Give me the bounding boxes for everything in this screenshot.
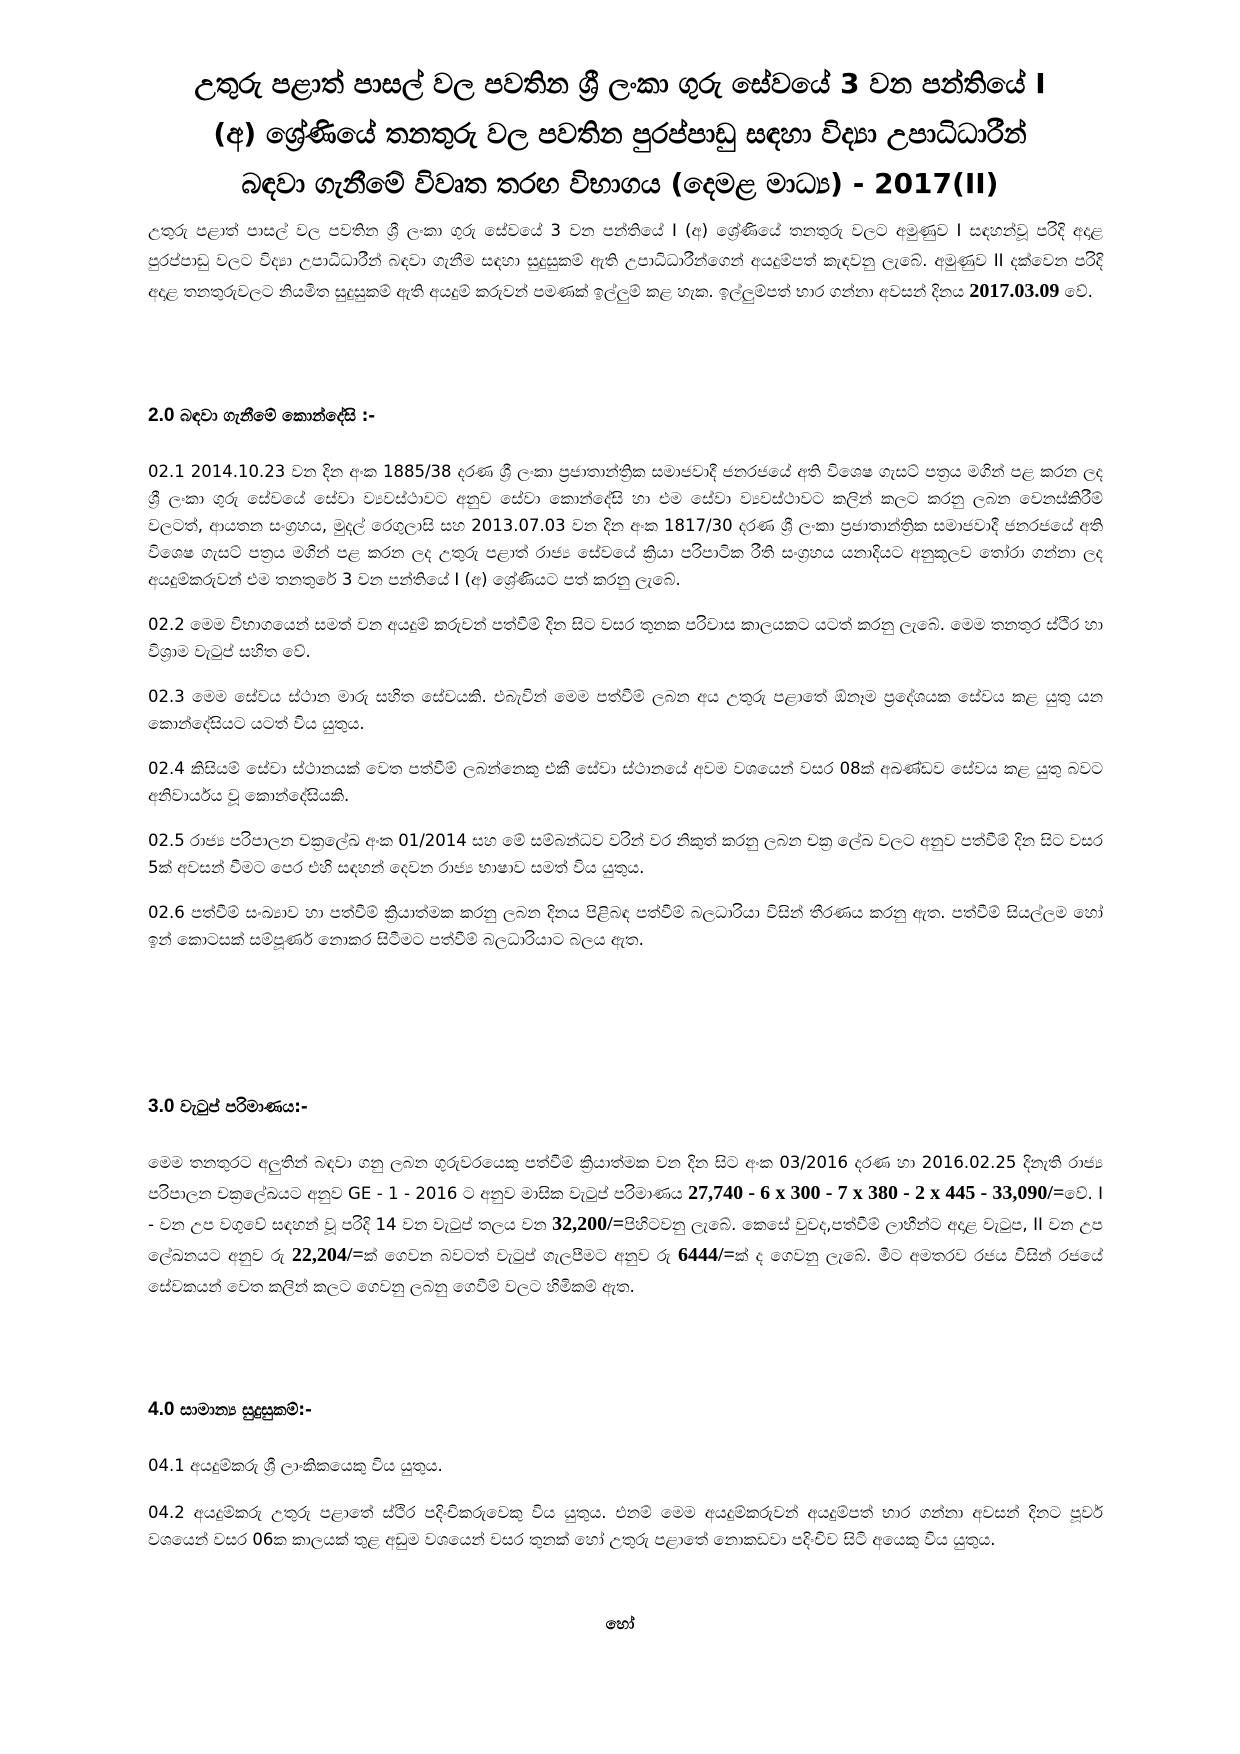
title-line-2: (අ) ශ්‍රේණියේ තනතුරු වල පවතින පුරප්පාඩු සඳහා විද්‍යා උපාධිධාරීන් [213,117,1027,150]
salary-step-amount: 32,200/= [552,1213,625,1235]
section-4-heading [148,1399,312,1421]
intro-text: උතුරු පළාත් පාසල් වල පවතින ශ්‍රී ලංකා ගුරු සේවයේ 3 වන පන්තියේ I (අ) ශ්‍රේණියේ තනතුරු වලට අමුණුව I සඳහන්වූ පරිදි අදාළ පුරප්පාඩු වලට විද්‍යා උපාධිධාරීන් බඳවා ගැනීම සඳහා සුදුසුකම් ඇති උපාධිධාරීන්ගෙන් අයදුම්පත් කැඳවනු ලැබේ. අමුණුව II දක්වෙන පරිදි අදාළ තනතුරුවලට නියමිත සුදුසුකම් ඇති අයදුම් කරුවන් පමණක් ඉල්ලුම් කළ හැක. ඉල්ලුම්පත් භාර ගන්නා අවසන් දිනය [148,221,1103,301]
intro-text-end: වේ. [1059,282,1093,301]
closing-date: 2017.03.09 [969,280,1060,302]
salary-amount-3: 6444/= [677,1244,735,1266]
title-line-3: බඳවා ගැනීමේ විවෘත තරඟ විභාගය (දෙමළ මාධ්‍ය) - 2017(II) [241,167,999,200]
section-3-title: වැටුප් පරිමාණය:- [174,1097,308,1116]
section-3-heading [148,1096,308,1118]
document-title [130,66,1110,202]
salary-scale: 27,740 - 6 x 300 - 7 x 380 - 2 x 445 - 33,090/= [688,1182,1065,1204]
clause-02-2: 02.2 මෙම විභාගයෙන් සමත් වන අයදුම් කරුවන් පත්වීම් දින සිට වසර තුනක පරිවාස කාලයකට යටත් කරනු ලැබේ. මෙම තනතුර ස්ථිර හා විශ්‍රාම වැටුප් සහිත වේ. [148,615,1103,661]
clause-04-1: 04.1 අයදුම්කරු ශ්‍රී ලාංකිකයෙකු විය යුතුය. [148,1456,443,1475]
continuation-or: හෝ [605,1614,635,1633]
section-4-body [148,1452,1103,1553]
clause-02-5: 02.5 රාජ්‍ය පරිපාලන චක්‍රලේඛ අංක 01/2014 සහ මේ සම්බන්ධව වරින් වර නිකුත් කරනු ලබන චක්‍ර ලේඛ වලට අනුව පත්වීම් දින සිට වසර 5ක් අවසන් වීමට පෙර එහි සඳහන් දෙවන රාජ්‍ය භාෂාව සමත් විය යුතුය. [148,831,1103,877]
clause-04-2: 04.2 අයදුම්කරු උතුරු පළාතේ ස්ථිර පදිංචිකරුවෙකු විය යුතුය. එනම් මෙම අයදුම්කරුවන් අයදුම්පත් භාර ගන්නා අවසන් දිනට පූර්ව වශයෙන් වසර 06ක කාලයක් තුළ අඩුම වශයෙන් වසර තුනක් හෝ උතුරු පළාතේ නොකඩවා පදිංචිව සිටි අයෙකු විය යුතුය. [148,1503,1103,1549]
salary-text-3: පිහිටවනු ලැබේ. කෙසේ වුවද,පත්වීම් ලාභීන්ට අදාළ වැටුප, II වන උප ලේඛනයට අනුව රු [148,1215,1103,1265]
salary-text-5: ක් ද ගෙවනු ලැබේ. මීට අමතරව රජය විසින් රජයේ සේවකයන් වෙත කලින් කලට ගෙවනු ලබනු ගෙවීම් වලට හිමිකම් ඇත. [148,1246,1104,1296]
section-4-title: සාමාන්‍ය සුදුසුකම්:- [174,1400,312,1419]
section-2-title: බඳවා ගැනීමේ කොන්දේසි :- [174,406,376,425]
salary-amount-2: 22,204/= [291,1244,364,1266]
section-4-number: 4.0 [148,1399,175,1420]
section-2-number: 2.0 [148,405,175,426]
section-2-body [148,458,1103,953]
clause-02-3: 02.3 මෙම සේවය ස්ථාන මාරු සහිත සේවයකි. එබැවින් මෙම පත්වීම් ලබන අය උතුරු පළාතේ ඕනෑම ප්‍රදේශයක සේවය කළ යුතු යන කොන්දේසියට යටත් විය යුතුය. [148,687,1103,733]
clause-02-4: 02.4 කිසියම් සේවා ස්ථානයක් වෙත පත්වීම් ලබන්නෙකු එකී සේවා ස්ථානයේ අවම වශයෙන් වසර 08ක් අඛණ්ඩව සේවය කළ යුතු බවට අනිවාර්යය වූ කොන්දේසියකි. [148,759,1103,805]
section-3-number: 3.0 [148,1096,175,1117]
salary-text-4: ක් ගෙවන බවටත් වැටුප් ගැලපීමට අනුව රු [363,1246,678,1265]
salary-text-2: වේ. I - වන උප වගුවේ සඳහන් වූ පරිදි 14 වන වැටුප් තලය වන [148,1184,1103,1234]
section-2-heading [148,405,375,427]
salary-text-1: මෙම තනතුරට අලුතින් බඳවා ගනු ලබන ගුරුවරයෙකු පත්වීම් ක්‍රියාත්මක වන දින සිට අංක 03/2016 දරණ හා 2016.02.25 දිනැති රාජ්‍ය පරිපාලන චක්‍රලේඛයට අනුව GE - 1 - 2016 ට අනුව මාසික වැටුප් පරිමාණය [148,1153,1103,1203]
clause-02-6: 02.6 පත්වීම් සංඛ්‍යාව හා පත්වීම් ක්‍රියාත්මක කරනු ලබන දිනය පිළිබඳ පත්වීම් බලධාරියා විසින් තීරණය කරනු ඇත. පත්වීම් සියල්ලම හෝ ඉන් කොටසක් සම්පූර්ණ නොකර සිටීමට පත්වීම් බලධාරියාට බලය ඇත. [148,903,1103,949]
section-3-body [148,1147,1103,1302]
intro-paragraph [148,216,1103,307]
clause-02-1: 02.1 2014.10.23 වන දින අංක 1885/38 දරණ ශ්‍රී ලංකා ප්‍රජාතාන්ත්‍රික සමාජවාදී ජනරජයේ අති විශෙෂ ගැසට් පත්‍රය මගින් පළ කරන ලද ශ්‍රී ලංකා ගුරු සේවයේ සේවා ව්‍යවස්ථාවට අනුව සේවා කොන්දේසි හා එම සේවා ව්‍යවස්ථාවට කලින් කලට කරනු ලබන වෙනස්කිරීම් වලටත්, ආයතන සංග්‍රහය, මුදල් රෙගුලාසි සහ 2013.07.03 වන දින අංක 1817/30 දරණ ශ්‍රී ලංකා ප්‍රජාතාන්ත්‍රික සමාජවාදී ජනරජයේ අති විශෙෂ ගැසට් පත්‍රය මගින් පළ කරන ලද උතුරු පළාත් රාජ්‍ය සේවයේ ක්‍රියා පරිපාටික රීති සංග්‍රහය යනාදියට අනුකූලව තෝරා ගන්නා ලද අයදුම්කරුවන් එම තනතුරේ 3 වන පන්තියේ I (අ) ශ්‍රේණියට පත් කරනු ලැබේ. [148,462,1103,589]
title-line-1: උතුරු පළාත් පාසල් වල පවතින ශ්‍රී ලංකා ගුරු සේවයේ 3 වන පන්තියේ I [194,67,1046,100]
